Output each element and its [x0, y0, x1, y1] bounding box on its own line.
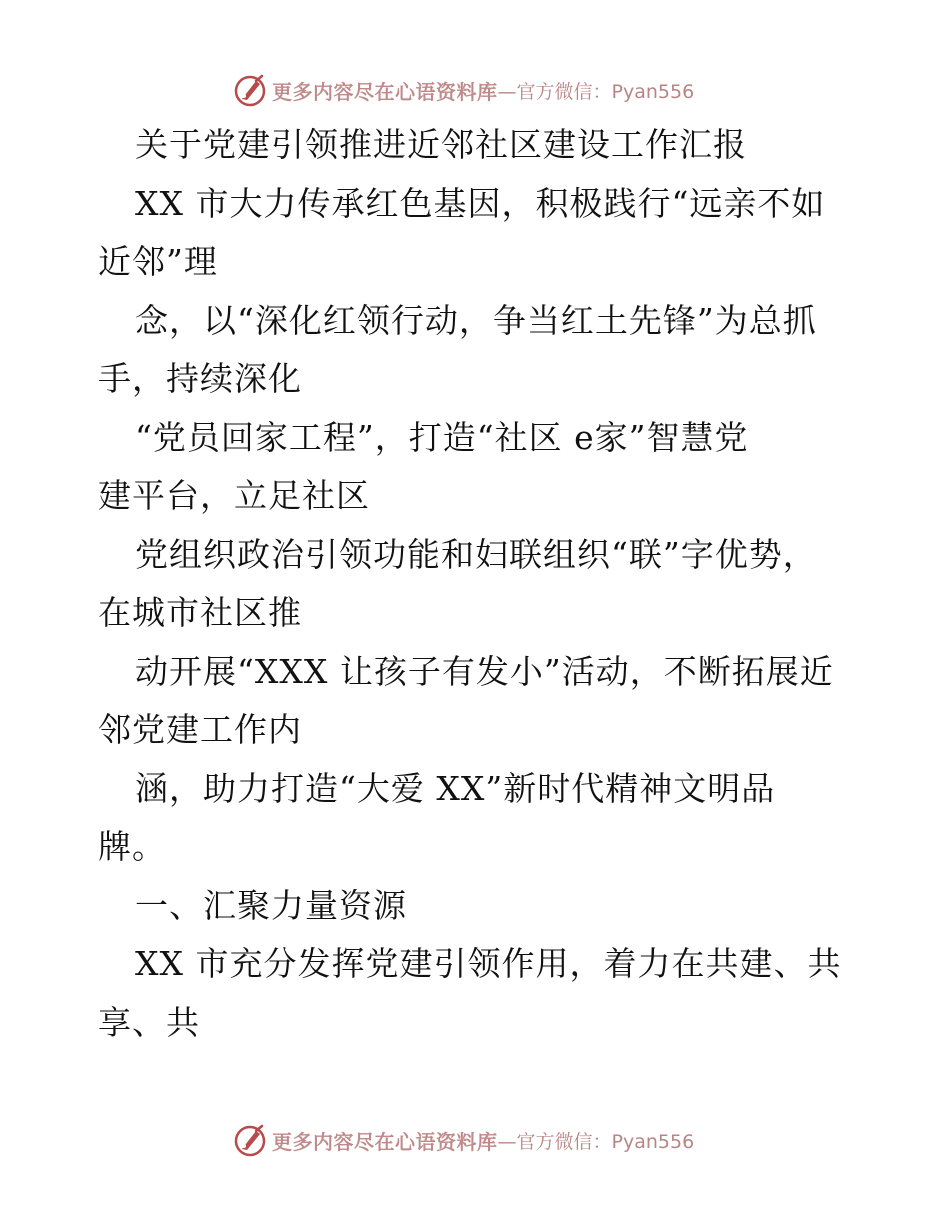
- footer-watermark: [232, 1120, 694, 1160]
- paragraph-line: 手，持续深化: [98, 359, 302, 398]
- paragraph-line: 念，以“深化红领行动，争当红土先锋”为总抓: [135, 300, 817, 340]
- paragraph-line: 涵，助力打造“大爱 XX”新时代精神文明品: [135, 768, 776, 808]
- paragraph-line: XX 市大力传承红色基因，积极践行“远亲不如: [135, 183, 826, 223]
- paragraph-line: 近邻”理: [98, 242, 218, 281]
- paragraph-line: 在城市社区推: [98, 593, 302, 632]
- banner-contact-text: —官方微信：Pyan556: [497, 80, 695, 103]
- paragraph-line: XX 市充分发挥党建引领作用，着力在共建、共: [135, 944, 842, 983]
- paragraph-line: 牌。: [98, 827, 166, 866]
- quill-logo-icon: [232, 1122, 268, 1158]
- quill-logo-icon: [232, 72, 268, 108]
- paragraph-line: 动开展“XXX 让孩子有发小”活动，不断拓展近: [135, 651, 834, 691]
- paragraph-line: 邻党建工作内: [98, 710, 302, 749]
- paragraph-line: 党组织政治引领功能和妇联组织“联”字优势，: [135, 534, 817, 574]
- document-body: [98, 116, 878, 1052]
- paragraph-line: “党员回家工程”，打造“社区 e家”智慧党: [135, 417, 749, 457]
- paragraph-line: 享、共: [98, 1002, 200, 1042]
- banner-contact-text: —官方微信：Pyan556: [497, 1130, 695, 1153]
- banner-brand-text: 更多内容尽在心语资料库: [272, 79, 498, 104]
- header-watermark: [232, 70, 694, 110]
- document-title: 关于党建引领推进近邻社区建设工作汇报: [135, 125, 747, 164]
- section-heading: 一、汇聚力量资源: [135, 885, 407, 925]
- banner-brand-text: 更多内容尽在心语资料库: [272, 1129, 498, 1154]
- paragraph-line: 建平台，立足社区: [98, 476, 370, 515]
